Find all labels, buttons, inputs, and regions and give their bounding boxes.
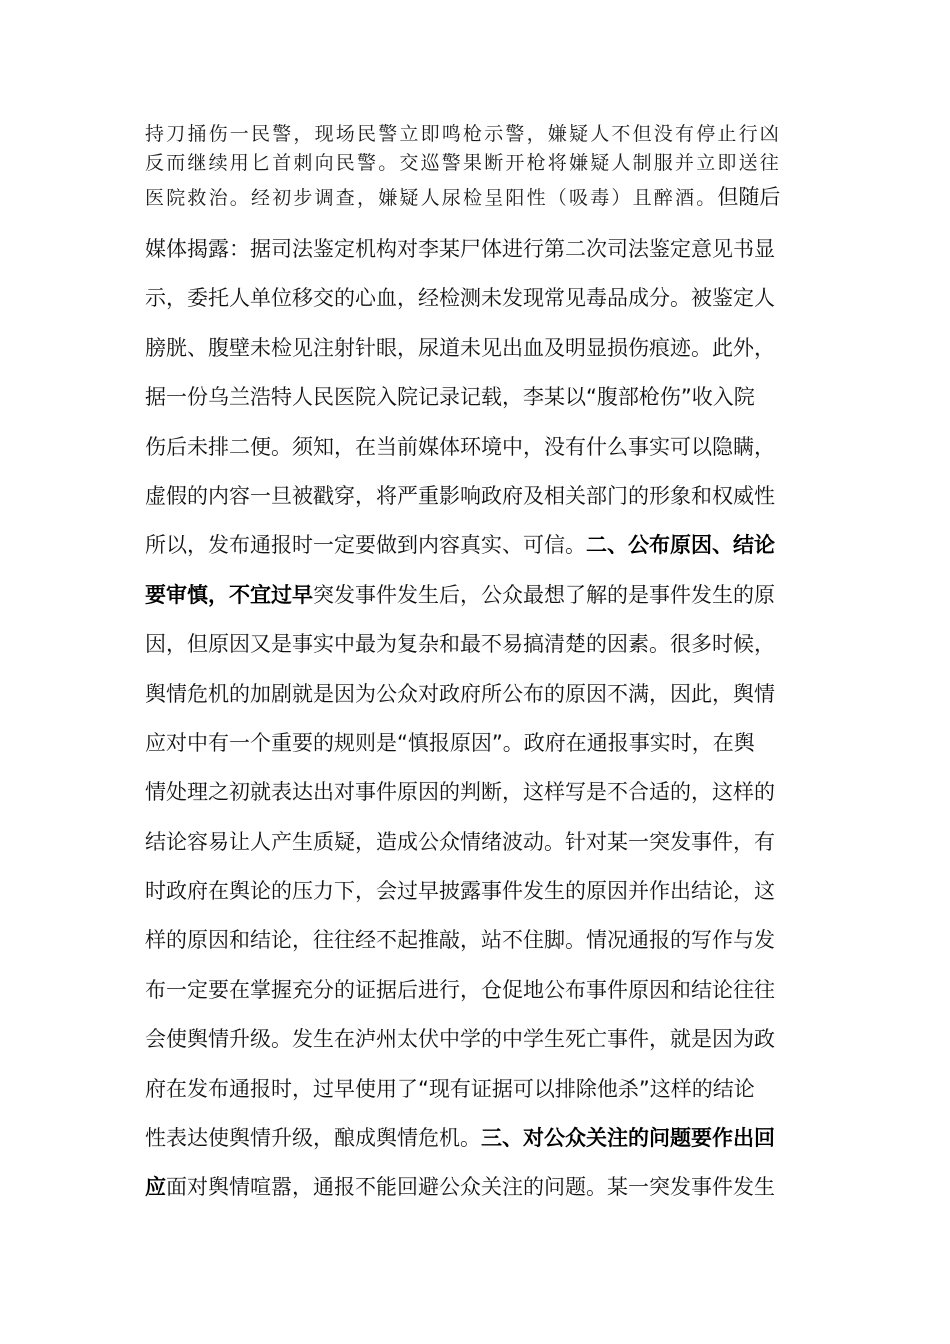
text-line: 样的原因和结论，往往经不起推敲，站不住脚。情况通报的写作与发: [145, 928, 775, 953]
section-heading-3-cont: 应: [145, 1175, 166, 1200]
text-line: 媒体揭露：据司法鉴定机构对李某尸体进行第二次司法鉴定意见书显: [145, 237, 775, 261]
serif-paragraph: [145, 120, 815, 178]
section-heading-3: 三、对公众关注的问题要作出回: [481, 1126, 775, 1151]
text-line-with-heading: [145, 521, 815, 570]
text-line-with-heading: [145, 1114, 815, 1163]
text-line: 虚假的内容一旦被戳穿，将严重影响政府及相关部门的形象和权威性: [145, 483, 775, 508]
text-line: 应对中有一个重要的规则是“慎报原因”。政府在通报事实时，在舆: [145, 730, 755, 755]
text-line: 膀胱、腹壁未检见注射针眼，尿道未见出血及明显损伤痕迹。此外，: [145, 335, 775, 360]
text-line: 持刀捅伤一民警，现场民警立即鸣枪示警，嫌疑人不但没有停止行凶: [145, 123, 782, 145]
serif-text: 医院救治。经初步调查，嫌疑人尿检呈阳性（吸毒）且醉酒。: [145, 187, 718, 209]
text-line: 反而继续用匕首刺向民警。交巡警果断开枪将嫌疑人制服并立即送往: [145, 152, 782, 174]
text-line: 示，委托人单位移交的心血，经检测未发现常见毒品成分。被鉴定人: [145, 286, 775, 311]
text-line: 布一定要在掌握充分的证据后进行，仓促地公布事件原因和结论往往: [145, 977, 775, 1002]
text-run: 所以，发布通报时一定要做到内容真实、可信。: [145, 533, 586, 558]
text-line-with-heading: [145, 1163, 815, 1212]
text-line: 据一份乌兰浩特人民医院入院记录记载，李某以“腹部枪伤”收入院: [145, 385, 755, 410]
text-line-mixed: [145, 183, 780, 212]
text-line: 因，但原因又是事实中最为复杂和最不易搞清楚的因素。很多时候，: [145, 632, 775, 657]
body-paragraph: [145, 225, 815, 1213]
text-line: 情处理之初就表达出对事件原因的判断，这样写是不合适的，这样的: [145, 780, 775, 805]
text-line: 会使舆情升级。发生在泸州太伏中学的中学生死亡事件，就是因为政: [145, 1027, 775, 1052]
text-run: 突发事件发生后，公众最想了解的是事件发生的原: [313, 582, 775, 607]
text-run: 性表达使舆情升级，酿成舆情危机。: [145, 1126, 481, 1151]
section-heading-2: 二、公布原因、结论: [586, 533, 775, 558]
text-line-with-heading: [145, 571, 815, 620]
text-line: 府在发布通报时，过早使用了“现有证据可以排除他杀”这样的结论: [145, 1076, 755, 1101]
section-heading-2-cont: 要审慎，不宜过早: [145, 582, 313, 607]
text-line: 舆情危机的加剧就是因为公众对政府所公布的原因不满，因此，舆情: [145, 681, 775, 706]
text-run: 面对舆情喧嚣，通报不能回避公众关注的问题。某一突发事件发生: [166, 1175, 775, 1200]
text-line: 时政府在舆论的压力下，会过早披露事件发生的原因并作出结论，这: [145, 879, 775, 904]
text-line: 伤后未排二便。须知，在当前媒体环境中，没有什么事实可以隐瞒，: [145, 434, 775, 459]
sans-text: 但随后: [717, 185, 781, 209]
text-line: 结论容易让人产生质疑，造成公众情绪波动。针对某一突发事件，有: [145, 829, 775, 854]
